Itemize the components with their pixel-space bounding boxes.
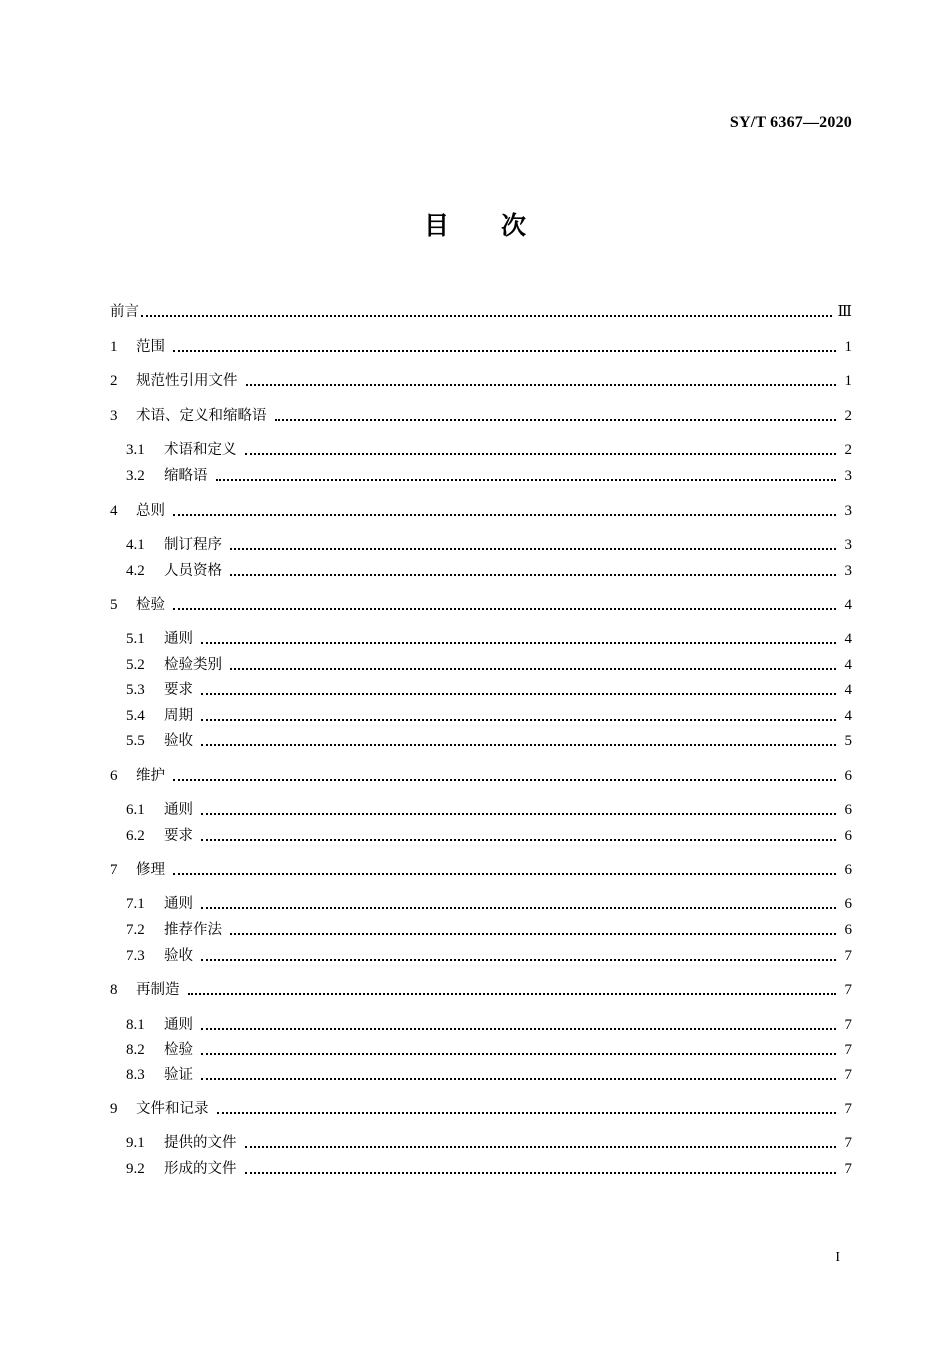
toc-entry[interactable]: [110, 559, 852, 581]
toc-entry-number: 5: [110, 597, 118, 613]
toc-entry[interactable]: [110, 335, 852, 357]
toc-entry-label: 前言: [110, 304, 139, 320]
toc-leader-dots: [245, 1172, 837, 1174]
toc-entry[interactable]: [110, 499, 852, 521]
page-title: [0, 206, 950, 242]
toc-entry[interactable]: [110, 369, 852, 391]
toc-entry[interactable]: [110, 1013, 852, 1035]
toc-entry-number: 8: [110, 982, 118, 998]
toc-entry-label: 验收: [164, 948, 193, 964]
toc-entry-page: 4: [844, 597, 852, 613]
toc-entry-page: 6: [844, 828, 852, 844]
toc-entry-number: 5.4: [126, 708, 145, 724]
toc-entry-label: 周期: [164, 708, 193, 724]
toc-entry-page: 4: [844, 657, 852, 673]
toc-entry-label: 要求: [164, 682, 193, 698]
toc-entry-number: 5.5: [126, 733, 145, 749]
toc-entry-number: 9.2: [126, 1161, 145, 1177]
toc-entry-page: 4: [844, 682, 852, 698]
title-char-1: 目: [423, 211, 449, 240]
toc-leader-dots: [201, 693, 836, 695]
toc-entry-label: 检验: [164, 1042, 193, 1058]
toc-entry[interactable]: [110, 653, 852, 675]
toc-entry[interactable]: [110, 1131, 852, 1153]
toc-entry-page: 7: [844, 1161, 852, 1177]
toc-entry-label: 总则: [136, 503, 165, 519]
toc-leader-dots: [173, 608, 836, 610]
toc-entry-label: 通则: [164, 896, 193, 912]
toc-entry-label: 维护: [136, 768, 165, 784]
toc-entry-page: Ⅲ: [837, 304, 852, 320]
toc-leader-dots: [230, 668, 836, 670]
toc-leader-dots: [201, 1053, 836, 1055]
toc-leader-dots: [173, 873, 836, 875]
toc-leader-dots: [230, 574, 836, 576]
toc-leader-dots: [173, 779, 836, 781]
toc-entry-page: 3: [844, 468, 852, 484]
toc-entry-page: 3: [844, 563, 852, 579]
toc-leader-dots: [201, 642, 836, 644]
toc-entry-number: 3.2: [126, 468, 145, 484]
toc-entry[interactable]: [110, 704, 852, 726]
toc-entry-label: 通则: [164, 1017, 193, 1033]
toc-entry-page: 7: [844, 1017, 852, 1033]
toc-leader-dots: [201, 1078, 836, 1080]
toc-leader-dots: [201, 907, 836, 909]
toc-leader-dots: [230, 548, 836, 550]
toc-entry[interactable]: [110, 1038, 852, 1060]
toc-entry-label: 通则: [164, 802, 193, 818]
toc-entry-label: 检验类别: [164, 657, 222, 673]
toc-entry-page: 7: [844, 948, 852, 964]
toc-entry-number: 4: [110, 503, 118, 519]
toc-leader-dots: [245, 1146, 837, 1148]
toc-entry-label: 再制造: [136, 982, 180, 998]
toc-entry[interactable]: [110, 300, 852, 322]
toc-entry-number: 5.1: [126, 631, 145, 647]
toc-entry[interactable]: [110, 1157, 852, 1179]
toc-leader-dots: [201, 813, 836, 815]
toc-entry-number: 8.1: [126, 1017, 145, 1033]
toc-entry-page: 6: [844, 896, 852, 912]
toc-entry-number: 7: [110, 862, 118, 878]
toc-entry-number: 8.2: [126, 1042, 145, 1058]
toc-entry[interactable]: [110, 1097, 852, 1119]
toc-entry-page: 7: [844, 1135, 852, 1151]
toc-entry[interactable]: [110, 918, 852, 940]
toc-entry-number: 6.2: [126, 828, 145, 844]
toc-entry-page: 1: [844, 339, 852, 355]
toc-leader-dots: [246, 384, 837, 386]
toc-entry-page: 7: [844, 1042, 852, 1058]
toc-entry[interactable]: [110, 464, 852, 486]
toc-entry-label: 验收: [164, 733, 193, 749]
toc-entry-page: 7: [844, 1101, 852, 1117]
toc-entry-number: 9.1: [126, 1135, 145, 1151]
standard-code: SY/T 6367—2020: [729, 114, 852, 131]
toc-entry-number: 6.1: [126, 802, 145, 818]
toc-entry-label: 推荐作法: [164, 922, 222, 938]
toc-entry-number: 7.3: [126, 948, 145, 964]
toc-entry-page: 6: [844, 768, 852, 784]
toc-entry[interactable]: [110, 978, 852, 1000]
toc-entry-page: 6: [844, 802, 852, 818]
toc-entry[interactable]: [110, 404, 852, 426]
toc-leader-dots: [275, 419, 837, 421]
toc-leader-dots: [230, 933, 836, 935]
toc-entry[interactable]: [110, 593, 852, 615]
toc-entry[interactable]: [110, 627, 852, 649]
toc-entry[interactable]: [110, 533, 852, 555]
toc-entry-page: 2: [844, 442, 852, 458]
toc-entry[interactable]: [110, 438, 852, 460]
toc-entry-label: 范围: [136, 339, 165, 355]
toc-entry-page: 7: [844, 982, 852, 998]
toc-leader-dots: [245, 453, 837, 455]
toc-leader-dots: [173, 514, 836, 516]
toc-entry-label: 制订程序: [164, 537, 222, 553]
toc-leader-dots: [201, 1028, 836, 1030]
toc-entry-label: 术语和定义: [164, 442, 237, 458]
toc-entry[interactable]: [110, 944, 852, 966]
toc-entry-page: 5: [844, 733, 852, 749]
toc-entry-label: 提供的文件: [164, 1135, 237, 1151]
toc-entry-number: 6: [110, 768, 118, 784]
toc-leader-dots: [188, 993, 837, 995]
toc-entry-label: 修理: [136, 862, 165, 878]
toc-entry[interactable]: [110, 764, 852, 786]
toc-entry[interactable]: [110, 1063, 852, 1085]
toc-entry-label: 规范性引用文件: [136, 373, 238, 389]
toc-leader-dots: [201, 744, 836, 746]
toc-entry-number: 4.1: [126, 537, 145, 553]
toc-leader-dots: [173, 350, 836, 352]
toc-entry-page: 6: [844, 862, 852, 878]
toc-entry-number: 3.1: [126, 442, 145, 458]
toc-leader-dots: [201, 719, 836, 721]
toc-entry-number: 4.2: [126, 563, 145, 579]
toc-entry[interactable]: [110, 824, 852, 846]
toc-entry-label: 检验: [136, 597, 165, 613]
toc-entry[interactable]: [110, 892, 852, 914]
toc-leader-dots: [141, 315, 832, 317]
toc-entry[interactable]: [110, 858, 852, 880]
toc-entry-number: 5.2: [126, 657, 145, 673]
toc-entry-number: 7.2: [126, 922, 145, 938]
toc-entry-number: 8.3: [126, 1067, 145, 1083]
toc-entry-number: 3: [110, 408, 118, 424]
toc-entry-page: 3: [844, 503, 852, 519]
toc-entry-page: 4: [844, 631, 852, 647]
toc-entry-label: 验证: [164, 1067, 193, 1083]
title-char-2: 次: [501, 211, 527, 240]
toc-entry-label: 形成的文件: [164, 1161, 237, 1177]
toc-leader-dots: [217, 1112, 837, 1114]
toc-entry-number: 9: [110, 1101, 118, 1117]
toc-entry-number: 5.3: [126, 682, 145, 698]
toc-leader-dots: [216, 479, 837, 481]
toc-entry[interactable]: [110, 798, 852, 820]
toc-entry-label: 术语、定义和缩略语: [136, 408, 267, 424]
toc-entry-number: 7.1: [126, 896, 145, 912]
toc-entry[interactable]: [110, 729, 852, 751]
toc-entry-label: 文件和记录: [136, 1101, 209, 1117]
toc-leader-dots: [201, 959, 836, 961]
toc-entry-label: 人员资格: [164, 563, 222, 579]
toc-entry-label: 要求: [164, 828, 193, 844]
toc-entry-page: 3: [844, 537, 852, 553]
toc-entry-page: 6: [844, 922, 852, 938]
toc-entry-page: 2: [844, 408, 852, 424]
toc-leader-dots: [201, 839, 836, 841]
toc-entry-page: 7: [844, 1067, 852, 1083]
footer-page-number: I: [835, 1250, 840, 1265]
toc-entry-number: 2: [110, 373, 118, 389]
toc-entry-page: 1: [844, 373, 852, 389]
toc-entry-number: 1: [110, 339, 118, 355]
toc-entry-label: 通则: [164, 631, 193, 647]
toc-entry[interactable]: [110, 678, 852, 700]
toc-entry-label: 缩略语: [164, 468, 208, 484]
toc-entry-page: 4: [844, 708, 852, 724]
